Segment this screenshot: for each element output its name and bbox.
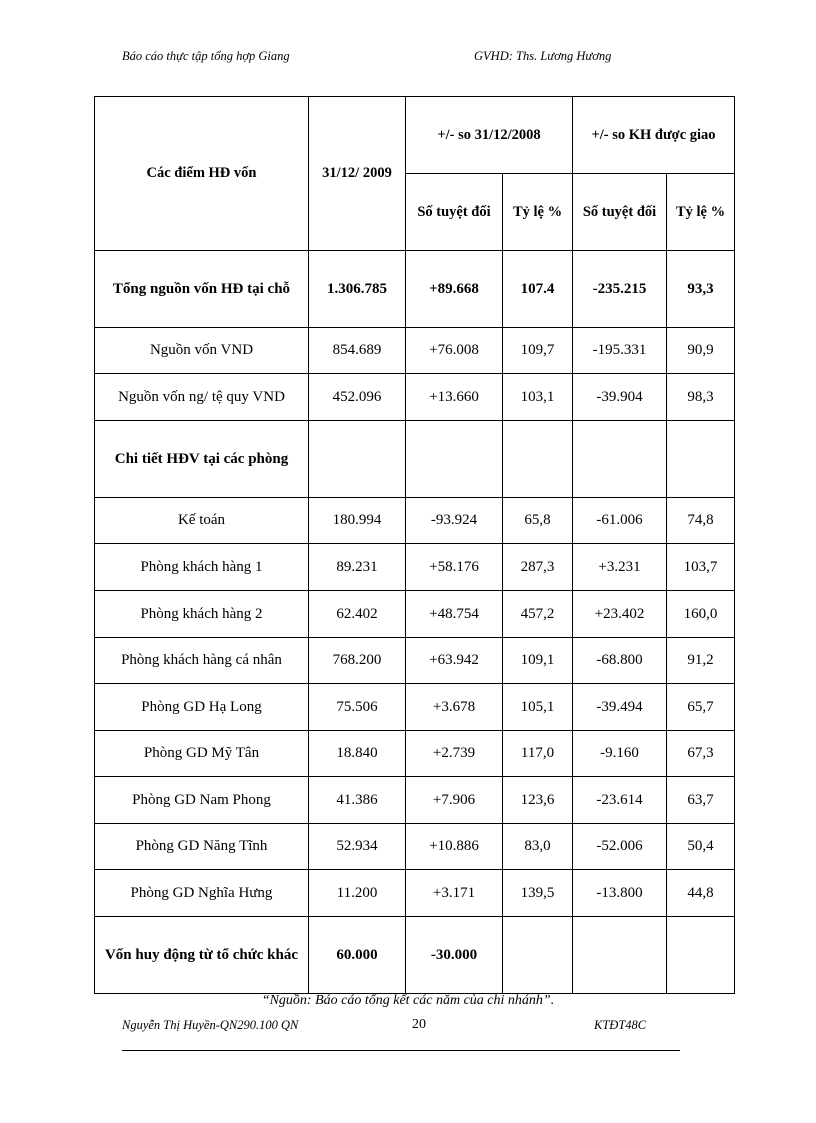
footer-class: KTĐT48C xyxy=(594,1018,647,1032)
table-row xyxy=(95,917,735,994)
cell-pct2 xyxy=(667,917,735,994)
cell-abs2: -23.614 xyxy=(573,777,667,824)
cell-abs1: +76.008 xyxy=(406,328,503,374)
cell-name: Phòng khách hàng cá nhân xyxy=(95,638,309,684)
cell-abs1: +13.660 xyxy=(406,374,503,421)
cell-v2009: 60.000 xyxy=(309,917,406,994)
cell-pct1: 139,5 xyxy=(503,870,573,917)
header-left-text: Báo cáo thực tập tổng hợp Giang xyxy=(122,49,290,63)
cell-abs1: +63.942 xyxy=(406,638,503,684)
cell-pct1: 65,8 xyxy=(503,498,573,544)
header-cell-vs-plan: +/- so KH được giao xyxy=(573,97,735,174)
cell-abs1: -30.000 xyxy=(406,917,503,994)
cell-pct1 xyxy=(503,917,573,994)
table-row xyxy=(95,374,735,421)
cell-v2009: 41.386 xyxy=(309,777,406,824)
table-row xyxy=(95,251,735,328)
table-row xyxy=(95,421,735,498)
cell-pct1: 107.4 xyxy=(503,251,573,328)
source-note: “Nguồn: Báo cáo tổng kết các năm của chi nhánh”. xyxy=(261,993,555,1008)
subheader-pct-2: Tỷ lệ % xyxy=(667,174,735,251)
cell-pct2: 65,7 xyxy=(667,684,735,731)
cell-abs1: +48.754 xyxy=(406,591,503,638)
cell-abs1: +2.739 xyxy=(406,731,503,777)
cell-v2009: 452.096 xyxy=(309,374,406,421)
cell-abs1: -93.924 xyxy=(406,498,503,544)
cell-pct2: 50,4 xyxy=(667,824,735,870)
table-row xyxy=(95,870,735,917)
cell-abs2: +3.231 xyxy=(573,544,667,591)
capital-table xyxy=(94,96,735,994)
cell-abs2: -195.331 xyxy=(573,328,667,374)
cell-abs2: -52.006 xyxy=(573,824,667,870)
cell-abs1: +3.678 xyxy=(406,684,503,731)
cell-v2009: 52.934 xyxy=(309,824,406,870)
cell-pct2: 90,9 xyxy=(667,328,735,374)
cell-abs2: -235.215 xyxy=(573,251,667,328)
cell-name: Tổng nguồn vốn HĐ tại chỗ xyxy=(95,251,309,328)
cell-pct1: 103,1 xyxy=(503,374,573,421)
cell-v2009: 180.994 xyxy=(309,498,406,544)
cell-pct2: 74,8 xyxy=(667,498,735,544)
cell-name: Vốn huy động từ tổ chức khác xyxy=(95,917,309,994)
cell-v2009: 11.200 xyxy=(309,870,406,917)
cell-name: Phòng GD Hạ Long xyxy=(95,684,309,731)
cell-pct2: 93,3 xyxy=(667,251,735,328)
table-row xyxy=(95,544,735,591)
subheader-abs-1: Số tuyệt đối xyxy=(406,174,503,251)
cell-name: Phòng GD Nam Phong xyxy=(95,777,309,824)
header-right-text: GVHD: Ths. Lương Hương xyxy=(474,49,612,63)
cell-name: Phòng GD Nghĩa Hưng xyxy=(95,870,309,917)
cell-pct2: 63,7 xyxy=(667,777,735,824)
footer-divider xyxy=(122,1050,680,1051)
cell-pct2: 91,2 xyxy=(667,638,735,684)
cell-pct2: 44,8 xyxy=(667,870,735,917)
cell-name: Phòng GD Mỹ Tân xyxy=(95,731,309,777)
cell-abs2: -68.800 xyxy=(573,638,667,684)
cell-pct1: 109,7 xyxy=(503,328,573,374)
cell-pct2: 103,7 xyxy=(667,544,735,591)
cell-name: Chi tiết HĐV tại các phòng xyxy=(95,421,309,498)
cell-pct2: 67,3 xyxy=(667,731,735,777)
cell-v2009: 62.402 xyxy=(309,591,406,638)
table-row xyxy=(95,824,735,870)
cell-pct2: 98,3 xyxy=(667,374,735,421)
cell-v2009: 18.840 xyxy=(309,731,406,777)
cell-pct1: 109,1 xyxy=(503,638,573,684)
cell-abs1: +58.176 xyxy=(406,544,503,591)
cell-name: Kế toán xyxy=(95,498,309,544)
cell-abs2: -61.006 xyxy=(573,498,667,544)
cell-name: Nguồn vốn VND xyxy=(95,328,309,374)
cell-v2009: 1.306.785 xyxy=(309,251,406,328)
table-row xyxy=(95,498,735,544)
cell-abs2: -39.904 xyxy=(573,374,667,421)
table-row xyxy=(95,591,735,638)
table-row xyxy=(95,731,735,777)
cell-v2009: 854.689 xyxy=(309,328,406,374)
header-cell-points: Các điểm HĐ vốn xyxy=(95,97,309,251)
table-row xyxy=(95,638,735,684)
cell-pct2: 160,0 xyxy=(667,591,735,638)
subheader-abs-2: Số tuyệt đối xyxy=(573,174,667,251)
cell-abs2: -39.494 xyxy=(573,684,667,731)
cell-name: Phòng khách hàng 2 xyxy=(95,591,309,638)
cell-abs1: +10.886 xyxy=(406,824,503,870)
cell-pct1 xyxy=(503,421,573,498)
cell-pct1: 83,0 xyxy=(503,824,573,870)
cell-v2009: 768.200 xyxy=(309,638,406,684)
cell-pct1: 105,1 xyxy=(503,684,573,731)
table-row xyxy=(95,777,735,824)
cell-abs2: +23.402 xyxy=(573,591,667,638)
cell-v2009 xyxy=(309,421,406,498)
cell-abs1: +7.906 xyxy=(406,777,503,824)
cell-pct1: 457,2 xyxy=(503,591,573,638)
cell-v2009: 75.506 xyxy=(309,684,406,731)
cell-abs2: -13.800 xyxy=(573,870,667,917)
footer-author: Nguyễn Thị Huyền-QN290.100 QN xyxy=(122,1018,299,1032)
cell-abs1: +89.668 xyxy=(406,251,503,328)
cell-abs1 xyxy=(406,421,503,498)
cell-name: Nguồn vốn ng/ tệ quy VND xyxy=(95,374,309,421)
cell-pct1: 117,0 xyxy=(503,731,573,777)
subheader-pct-1: Tỷ lệ % xyxy=(503,174,573,251)
cell-pct1: 287,3 xyxy=(503,544,573,591)
table-row xyxy=(95,684,735,731)
table-row xyxy=(95,328,735,374)
cell-abs1: +3.171 xyxy=(406,870,503,917)
cell-name: Phòng khách hàng 1 xyxy=(95,544,309,591)
header-cell-2009: 31/12/ 2009 xyxy=(309,97,406,251)
page-number: 20 xyxy=(412,1017,426,1032)
cell-pct2 xyxy=(667,421,735,498)
cell-abs2 xyxy=(573,421,667,498)
header-cell-vs-2008: +/- so 31/12/2008 xyxy=(406,97,573,174)
cell-abs2: -9.160 xyxy=(573,731,667,777)
cell-v2009: 89.231 xyxy=(309,544,406,591)
cell-pct1: 123,6 xyxy=(503,777,573,824)
table-body xyxy=(95,251,735,994)
cell-name: Phòng GD Năng Tĩnh xyxy=(95,824,309,870)
cell-abs2 xyxy=(573,917,667,994)
